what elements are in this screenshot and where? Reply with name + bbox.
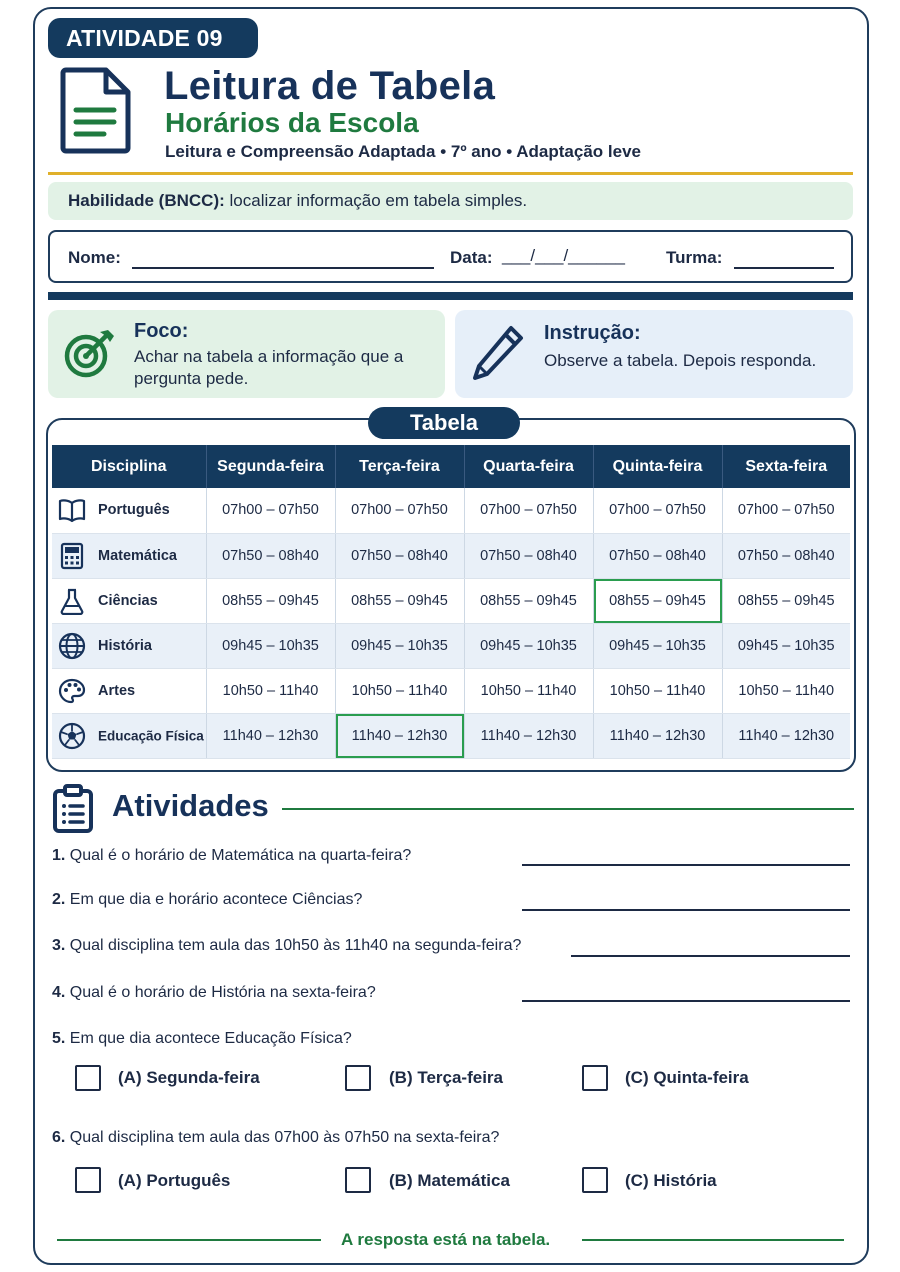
palette-icon xyxy=(58,677,86,705)
time-cell: 09h45 – 10h35 xyxy=(206,623,335,668)
table-row xyxy=(52,668,850,713)
time-cell: 07h00 – 07h50 xyxy=(464,488,593,533)
answer-field-4[interactable] xyxy=(522,1000,850,1002)
column-header: Quarta-feira xyxy=(464,445,593,488)
table-row xyxy=(52,713,850,758)
soccer-ball-icon xyxy=(58,722,86,750)
option-label-6c: (C) História xyxy=(625,1171,717,1190)
footer-rule-right xyxy=(582,1239,844,1241)
date-label: Data: xyxy=(450,248,493,267)
subject-cell: Ciências xyxy=(52,578,206,623)
name-label: Nome: xyxy=(68,248,121,267)
footer-rule-left xyxy=(57,1239,321,1241)
time-cell: 07h50 – 08h40 xyxy=(593,533,722,578)
pencil-icon xyxy=(471,322,527,384)
subject-cell: Educação Física xyxy=(52,713,206,758)
subject-cell: Matemática xyxy=(52,533,206,578)
date-field[interactable]: ___/___/______ xyxy=(502,246,625,265)
time-cell: 07h00 – 07h50 xyxy=(593,488,722,533)
option-label-6a: (A) Português xyxy=(118,1171,231,1190)
option-label-5a: (A) Segunda-feira xyxy=(118,1068,260,1087)
footer-note: A resposta está na tabela. xyxy=(341,1230,551,1249)
question-4: 4. Qual é o horário de História na sexta-feira? xyxy=(52,984,376,1001)
skill-text: localizar informação em tabela simples. xyxy=(224,191,528,210)
option-label-5c: (C) Quinta-feira xyxy=(625,1068,749,1087)
time-cell: 09h45 – 10h35 xyxy=(722,623,850,668)
activities-heading: Atividades xyxy=(112,788,269,823)
table-badge: Tabela xyxy=(368,407,520,439)
time-cell: 08h55 – 09h45 xyxy=(722,578,850,623)
calculator-icon xyxy=(58,542,86,570)
target-icon xyxy=(62,326,116,380)
table-row xyxy=(52,623,850,668)
answer-field-3[interactable] xyxy=(571,955,850,957)
time-cell: 10h50 – 11h40 xyxy=(335,668,464,713)
focus-box xyxy=(48,310,445,398)
option-checkbox-5c[interactable] xyxy=(582,1065,608,1091)
time-cell: 07h00 – 07h50 xyxy=(206,488,335,533)
flask-icon xyxy=(58,587,86,615)
time-cell: 08h55 – 09h45 xyxy=(206,578,335,623)
focus-text: Achar na tabela a informação que a pergunta pede. xyxy=(134,347,404,388)
time-cell: 08h55 – 09h45 xyxy=(335,578,464,623)
time-cell: 07h50 – 08h40 xyxy=(464,533,593,578)
table-row xyxy=(52,488,850,533)
class-label: Turma: xyxy=(666,248,723,267)
column-header: Segunda-feira xyxy=(206,445,335,488)
time-cell: 07h50 – 08h40 xyxy=(335,533,464,578)
identification-box xyxy=(48,230,853,283)
subject-cell: História xyxy=(52,623,206,668)
option-checkbox-6b[interactable] xyxy=(345,1167,371,1193)
option-checkbox-5a[interactable] xyxy=(75,1065,101,1091)
question-1: 1. Qual é o horário de Matemática na quarta-feira? xyxy=(52,847,412,864)
page-title: Leitura de Tabela xyxy=(164,64,496,108)
time-cell: 11h40 – 12h30 xyxy=(722,713,850,758)
schedule-table xyxy=(52,445,850,759)
globe-icon xyxy=(58,632,86,660)
instruction-text: Observe a tabela. Depois responda. xyxy=(544,351,817,370)
skill-label: Habilidade (BNCC): xyxy=(68,191,225,210)
option-label-5b: (B) Terça-feira xyxy=(389,1068,503,1087)
time-cell: 10h50 – 11h40 xyxy=(593,668,722,713)
time-cell: 10h50 – 11h40 xyxy=(722,668,850,713)
time-cell: 10h50 – 11h40 xyxy=(206,668,335,713)
option-checkbox-6a[interactable] xyxy=(75,1167,101,1193)
time-cell: 09h45 – 10h35 xyxy=(335,623,464,668)
page-subtitle: Horários da Escola xyxy=(165,107,419,138)
subject-cell: Artes xyxy=(52,668,206,713)
instruction-heading: Instrução: xyxy=(544,322,641,344)
focus-heading: Foco: xyxy=(134,320,189,342)
column-header: Sexta-feira xyxy=(722,445,850,488)
name-field[interactable] xyxy=(132,267,434,269)
course-meta: Leitura e Compreensão Adaptada • 7º ano • Adaptação leve xyxy=(165,142,641,161)
option-checkbox-5b[interactable] xyxy=(345,1065,371,1091)
time-cell: 11h40 – 12h30 xyxy=(464,713,593,758)
time-cell: 10h50 – 11h40 xyxy=(464,668,593,713)
time-cell: 07h00 – 07h50 xyxy=(722,488,850,533)
table-row xyxy=(52,533,850,578)
section-divider xyxy=(48,292,853,300)
instruction-box xyxy=(455,310,853,398)
column-header: Terça-feira xyxy=(335,445,464,488)
book-icon xyxy=(58,496,86,524)
time-cell: 07h00 – 07h50 xyxy=(335,488,464,533)
subject-cell: Português xyxy=(52,488,206,533)
highlighted-time-cell: 11h40 – 12h30 xyxy=(335,713,464,758)
question-2: 2. Em que dia e horário acontece Ciências? xyxy=(52,891,363,908)
column-header: Disciplina xyxy=(52,445,206,488)
document-icon xyxy=(60,66,132,154)
question-6: 6. Qual disciplina tem aula das 07h00 às 07h50 na sexta-feira? xyxy=(52,1129,500,1146)
table-row xyxy=(52,578,850,623)
answer-field-1[interactable] xyxy=(522,864,850,866)
time-cell: 08h55 – 09h45 xyxy=(464,578,593,623)
time-cell: 07h50 – 08h40 xyxy=(722,533,850,578)
bncc-skill-box xyxy=(48,182,853,220)
option-checkbox-6c[interactable] xyxy=(582,1167,608,1193)
answer-field-2[interactable] xyxy=(522,909,850,911)
activities-divider xyxy=(282,808,854,810)
time-cell: 07h50 – 08h40 xyxy=(206,533,335,578)
clipboard-icon xyxy=(52,784,94,834)
question-3: 3. Qual disciplina tem aula das 10h50 às 11h40 na segunda-feira? xyxy=(52,937,522,954)
class-field[interactable] xyxy=(734,267,834,269)
header-divider xyxy=(48,172,853,175)
time-cell: 09h45 – 10h35 xyxy=(464,623,593,668)
highlighted-time-cell: 08h55 – 09h45 xyxy=(593,578,722,623)
time-cell: 09h45 – 10h35 xyxy=(593,623,722,668)
activity-badge: ATIVIDADE 09 xyxy=(48,18,258,58)
question-5: 5. Em que dia acontece Educação Física? xyxy=(52,1030,352,1047)
column-header: Quinta-feira xyxy=(593,445,722,488)
time-cell: 11h40 – 12h30 xyxy=(206,713,335,758)
option-label-6b: (B) Matemática xyxy=(389,1171,510,1190)
time-cell: 11h40 – 12h30 xyxy=(593,713,722,758)
table-header-row xyxy=(52,445,850,488)
